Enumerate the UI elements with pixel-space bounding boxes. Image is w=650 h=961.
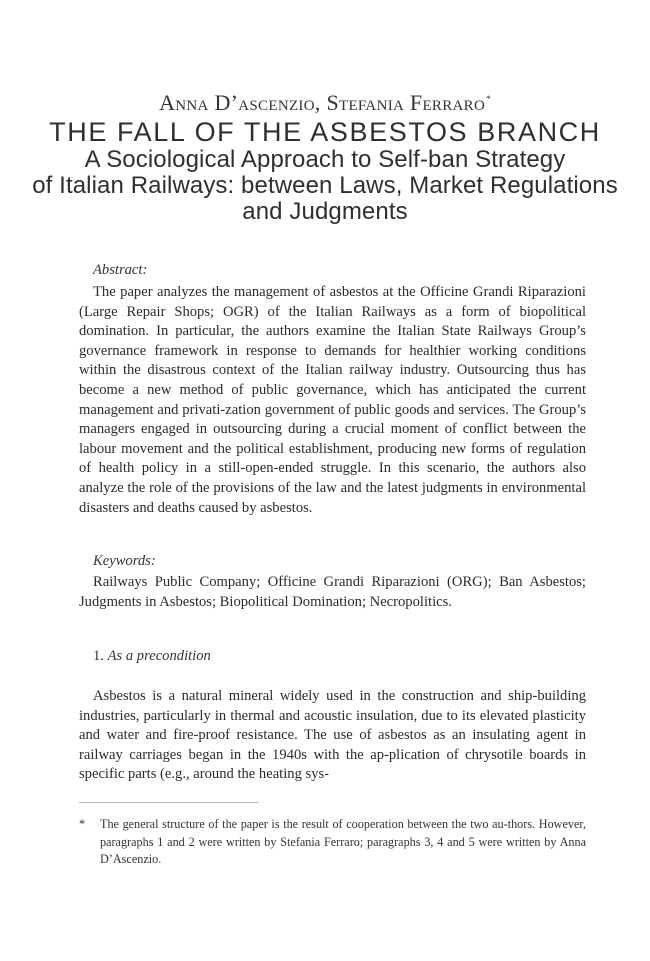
footnote-text: The general structure of the paper is the result of cooperation between the two au-thors. However, paragraphs 1 and 2 were written by Stefania Ferraro; paragraphs 3, 4 and 5 were written by Anna D’Ascenzio. xyxy=(100,817,586,867)
section-number: 1. xyxy=(93,648,104,664)
abstract-text: The paper analyzes the management of asbestos at the Officine Grandi Riparazioni (Large Repair Shops; OGR) of the Italian Railways as a form of biopolitical domination. In particular, the authors examine the Italian State Railways Group’s governance framework in response to demands for healthier working conditions within the disastrous context of the Italian railway industry. Outsourcing thus has become a new method of public governance, which has anticipated the current management and privati-zation government of public goods and services. The Group’s managers engaged in outsourcing during a crucial moment of conflict between the labour movement and the political establishment, producing new forms of regulation of health policy in a still-open-ended struggle. In this scenario, the authors also analyze the role of the provisions of the law and the latest judgments in environmental disasters and deaths caused by asbestos. xyxy=(79,284,586,516)
abstract-label: Abstract: xyxy=(93,262,148,278)
section-title: As a precondition xyxy=(107,648,211,664)
paper-subtitle-line: and Judgments xyxy=(242,198,408,225)
paper-subtitle-line: of Italian Railways: between Laws, Market Regulations xyxy=(32,172,618,199)
footnote-divider xyxy=(79,802,259,803)
author-line xyxy=(0,90,650,116)
section-body-text: Asbestos is a natural mineral widely used in the construction and ship-building industries, particularly in thermal and acoustic insulation, due to its elevated plasticity and water and fire-proof resistance. The use of asbestos as an insulating agent in railway carriages began in the 1940s with the ap-plication of chrysotile boards in specific parts (e.g., around the heating sys- xyxy=(79,688,586,783)
paper-subtitle-line: A Sociological Approach to Self-ban Strategy xyxy=(84,146,566,173)
keywords-label: Keywords: xyxy=(93,553,156,569)
title-block xyxy=(0,117,650,225)
section-heading xyxy=(93,648,211,665)
footnote xyxy=(79,816,586,869)
keywords-text: Railways Public Company; Officine Grandi Riparazioni (ORG); Ban Asbestos; Judgments in Asbestos; Biopolitical Domination; Necropolitics. xyxy=(79,574,586,610)
paper-title: THE FALL OF THE ASBESTOS BRANCH xyxy=(49,117,601,147)
footnote-mark: * xyxy=(79,817,86,831)
author-footnote-mark: * xyxy=(486,93,491,104)
author-names: Anna D’ascenzio, Stefania Ferraro xyxy=(159,90,486,115)
